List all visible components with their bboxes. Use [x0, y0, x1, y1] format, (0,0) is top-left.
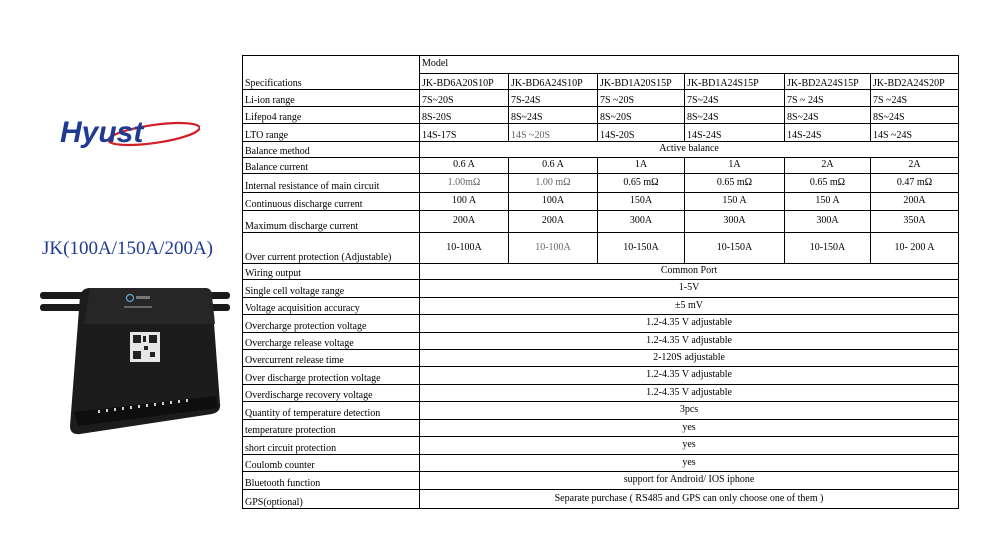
spec-value: yes: [420, 420, 959, 437]
spec-table: [242, 55, 959, 509]
spec-label: Overdischarge recovery voltage: [243, 385, 420, 402]
spec-value: 7S ~ 24S: [785, 90, 871, 107]
spec-label: Bluetooth function: [243, 472, 420, 490]
spec-row: [243, 124, 959, 142]
spec-row: [243, 402, 959, 420]
spec-value: 14S ~20S: [509, 124, 598, 142]
spec-value: 1.2-4.35 V adjustable: [420, 333, 959, 350]
spec-label: Li-ion range: [243, 90, 420, 107]
model-name-0: JK-BD6A20S10P: [420, 74, 509, 90]
spec-value: 7S~24S: [685, 90, 785, 107]
spec-label: Overcharge protection voltage: [243, 315, 420, 333]
spec-value: 7S ~24S: [871, 90, 959, 107]
spec-label: Over current protection (Adjustable): [243, 233, 420, 264]
spec-value: 10- 200 A: [871, 233, 959, 264]
spec-value: 14S-24S: [685, 124, 785, 142]
spec-value: 100 A: [420, 193, 509, 211]
spec-label: Single cell voltage range: [243, 280, 420, 298]
spec-row: [243, 315, 959, 333]
spec-label: Overcharge release voltage: [243, 333, 420, 350]
spec-value: 1A: [598, 158, 685, 174]
spec-value: 14S-17S: [420, 124, 509, 142]
spec-value: 0.65 mΩ: [598, 174, 685, 193]
spec-row: [243, 333, 959, 350]
spec-value: 8S~24S: [685, 107, 785, 124]
spec-value: 2A: [871, 158, 959, 174]
spec-value: 14S-24S: [785, 124, 871, 142]
spec-value: 7S~20S: [420, 90, 509, 107]
spec-label: temperature protection: [243, 420, 420, 437]
spec-value: 0.65 mΩ: [785, 174, 871, 193]
spec-row: [243, 107, 959, 124]
model-header: Model: [420, 56, 959, 74]
spec-value: 10-150A: [785, 233, 871, 264]
spec-value: 14S ~24S: [871, 124, 959, 142]
spec-value: 150 A: [785, 193, 871, 211]
corner-cell: [243, 56, 420, 74]
spec-row: [243, 158, 959, 174]
spec-row: [243, 350, 959, 367]
spec-value: 7S-24S: [509, 90, 598, 107]
spec-row: [243, 264, 959, 280]
spec-label: Continuous discharge current: [243, 193, 420, 211]
spec-value: 100A: [509, 193, 598, 211]
spec-label: short circuit protection: [243, 437, 420, 455]
spec-row: [243, 490, 959, 509]
spec-label: Over discharge protection voltage: [243, 367, 420, 385]
spec-value: 10-150A: [685, 233, 785, 264]
spec-row: [243, 298, 959, 315]
spec-value: 10-100A: [420, 233, 509, 264]
spec-value: 10-100A: [509, 233, 598, 264]
hyust-logo: [58, 112, 200, 156]
spec-label: Lifepo4 range: [243, 107, 420, 124]
spec-row: [243, 472, 959, 490]
spec-value: 300A: [598, 211, 685, 233]
hyust-logo-text: Hyust: [60, 116, 144, 149]
spec-value: 150 A: [685, 193, 785, 211]
spec-value: 0.65 mΩ: [685, 174, 785, 193]
spec-row: [243, 437, 959, 455]
spec-value: 1.2-4.35 V adjustable: [420, 367, 959, 385]
spec-label: Overcurrent release time: [243, 350, 420, 367]
model-name-1: JK-BD6A24S10P: [509, 74, 598, 90]
spec-value: 2A: [785, 158, 871, 174]
spec-value: 14S-20S: [598, 124, 685, 142]
spec-label: Balance current: [243, 158, 420, 174]
spec-value: 150A: [598, 193, 685, 211]
model-name-5: JK-BD2A24S20P: [871, 74, 959, 90]
spec-value: 200A: [509, 211, 598, 233]
spec-row: [243, 420, 959, 437]
model-header-row: [243, 56, 959, 74]
spec-value: 8S-20S: [420, 107, 509, 124]
spec-value: Common Port: [420, 264, 959, 280]
spec-value: 8S~24S: [785, 107, 871, 124]
spec-label: Coulomb counter: [243, 455, 420, 472]
model-name-2: JK-BD1A20S15P: [598, 74, 685, 90]
spec-value: 8S~24S: [509, 107, 598, 124]
spec-label: GPS(optional): [243, 490, 420, 509]
spec-label: Balance method: [243, 142, 420, 158]
spec-row: [243, 90, 959, 107]
spec-value: 1.2-4.35 V adjustable: [420, 385, 959, 402]
spec-value: 0.47 mΩ: [871, 174, 959, 193]
spec-value: 1A: [685, 158, 785, 174]
model-name-3: JK-BD1A24S15P: [685, 74, 785, 90]
spec-row: [243, 455, 959, 472]
spec-value: 0.6 A: [420, 158, 509, 174]
spec-label: Internal resistance of main circuit: [243, 174, 420, 193]
spec-row: [243, 211, 959, 233]
spec-label: Wiring output: [243, 264, 420, 280]
spec-value: 7S ~20S: [598, 90, 685, 107]
spec-row: [243, 367, 959, 385]
spec-value: 1.00 mΩ: [509, 174, 598, 193]
spec-row: [243, 233, 959, 264]
specifications-label: Specifications: [243, 74, 420, 90]
spec-label: Maximum discharge current: [243, 211, 420, 233]
spec-value: 1.2-4.35 V adjustable: [420, 315, 959, 333]
spec-value: 300A: [785, 211, 871, 233]
spec-label: Quantity of temperature detection: [243, 402, 420, 420]
spec-row: [243, 280, 959, 298]
spec-value: yes: [420, 455, 959, 472]
bms-device-image: [40, 284, 230, 444]
spec-label: LTO range: [243, 124, 420, 142]
spec-value: 0.6 A: [509, 158, 598, 174]
spec-value: 2-120S adjustable: [420, 350, 959, 367]
product-title: JK(100A/150A/200A): [42, 238, 213, 259]
models-row: [243, 74, 959, 90]
spec-value: 1.00mΩ: [420, 174, 509, 193]
spec-value: 10-150A: [598, 233, 685, 264]
spec-value: Separate purchase ( RS485 and GPS can only choose one of them ): [420, 490, 959, 509]
spec-value: 200A: [420, 211, 509, 233]
spec-value: 1-5V: [420, 280, 959, 298]
model-name-4: JK-BD2A24S15P: [785, 74, 871, 90]
spec-value: 8S~24S: [871, 107, 959, 124]
spec-row: [243, 193, 959, 211]
spec-value: 200A: [871, 193, 959, 211]
spec-value: ±5 mV: [420, 298, 959, 315]
spec-value: Active balance: [420, 142, 959, 158]
spec-value: 300A: [685, 211, 785, 233]
spec-label: Voltage acquisition accuracy: [243, 298, 420, 315]
spec-value: 8S~20S: [598, 107, 685, 124]
spec-row: [243, 174, 959, 193]
spec-row: [243, 385, 959, 402]
spec-row: [243, 142, 959, 158]
spec-value: 3pcs: [420, 402, 959, 420]
spec-value: support for Android/ IOS iphone: [420, 472, 959, 490]
spec-value: 350A: [871, 211, 959, 233]
spec-value: yes: [420, 437, 959, 455]
